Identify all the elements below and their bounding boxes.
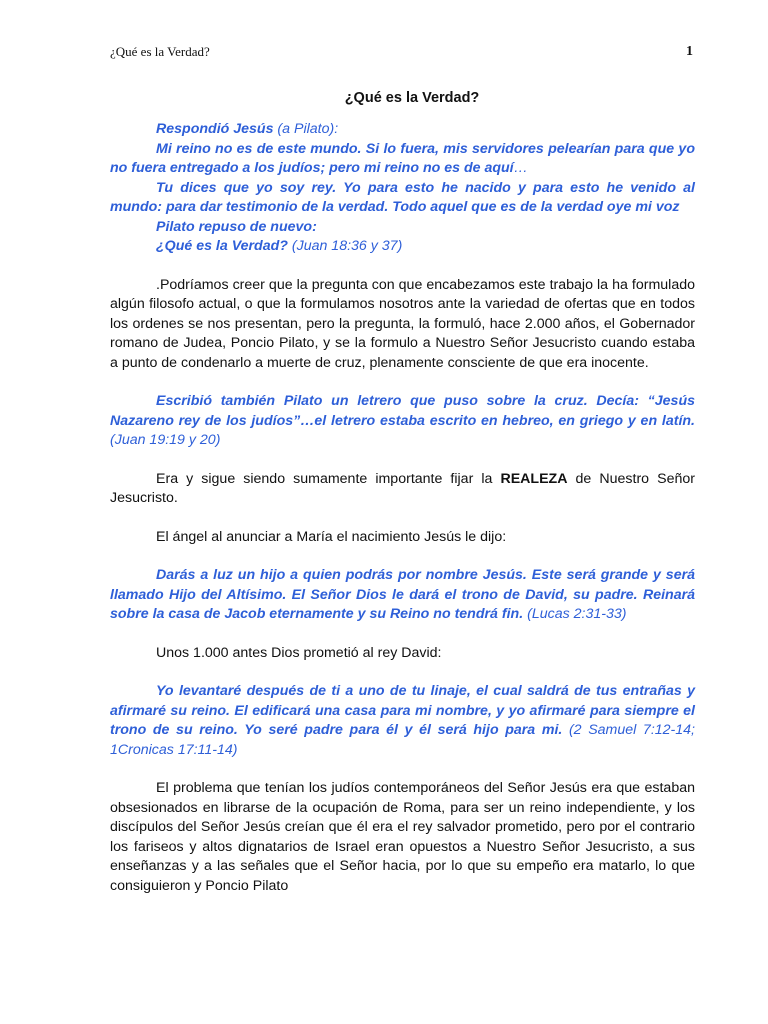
quote1-line1 (110, 140, 695, 179)
quote3-reference: (Lucas 2:31-33) (523, 606, 627, 622)
quote4-text: Yo levantaré después de ti a uno de tu linaje, el cual saldrá de tus entrañas y afirmaré su reino. El edificará una casa para mi nombre, y yo afirmaré para siempre el trono de su reino. Yo seré padre para él y él será hijo para mi. (110, 683, 695, 738)
running-header (110, 44, 693, 60)
quote1-speaker-line (110, 120, 695, 140)
quote1-line3-text: Pilato repuso de nuevo: (156, 218, 317, 235)
quote1-reference: (Juan 18:36 y 37) (287, 238, 403, 254)
quote3 (110, 566, 695, 625)
quote4-reference: (2 Samuel 7:12-14; 1Cronicas 17:11-14) (110, 722, 695, 758)
paragraph-2 (110, 470, 695, 509)
quote1-line2-text: Tu dices que yo soy rey. Yo para esto he nacido y para esto he venido al mundo: para dar testimonio de la verdad. Todo aquel que es de la verdad oye mi voz (110, 179, 695, 215)
quote1-speaker: Respondió Jesús (156, 121, 274, 137)
quote1-line3 (110, 218, 695, 238)
page-number: 1 (686, 44, 693, 59)
document-body (110, 120, 695, 896)
quote1-line1-ellipsis: … (513, 160, 528, 176)
paragraph-2-before: Era y sigue siendo sumamente importante fijar la (156, 470, 501, 487)
paragraph-1: .Podríamos creer que la pregunta con que encabezamos este trabajo la ha formulado algún filosofo actual, o que la formulamos nosotros ante la variedad de ofertas que en todos los ordenes se nos presentan, pero la pregunta, la formuló, hace 2.000 años, el Gobernador romano de Judea, Poncio Pilato, y se la formulo a Nuestro Señor Jesucristo cuando estaba a punto de condenarlo a muerte de cruz, plenamente consciente de que era inocente. (110, 276, 695, 371)
quote1-line1-text: Mi reino no es de este mundo. Si lo fuera, mis servidores pelearían para que yo no fuera entregado a los judíos; pero mi reino no es de aquí (110, 140, 695, 176)
quote2-text: Escribió también Pilato un letrero que puso sobre la cruz. Decía: “Jesús Nazareno rey de los judíos”…el letrero estaba escrito en hebreo, en griego y en latín. (110, 393, 695, 429)
paragraph-3: El ángel al anunciar a María el nacimiento Jesús le dijo: (156, 528, 507, 545)
quote2-reference: (Juan 19:19 y 20) (110, 432, 221, 448)
paragraph-5: El problema que tenían los judíos contemporáneos del Señor Jesús era que estaban obsesionados en librarse de la ocupación de Roma, para ser un reino independiente, y los discípulos del Señor Jesús creían que él era el rey salvador prometido, pero por el contrario los fariseos y altos dignatarios de Israel eran opuestos a Nuestro Señor Jesucristo, a sus enseñanzas y a las señales que el Señor hacia, por lo que su empeño era matarlo, lo que consiguieron y Poncio Pilato (110, 780, 695, 894)
quote4 (110, 682, 695, 760)
paragraph-2-emphasis: REALEZA (500, 470, 568, 487)
quote2 (110, 392, 695, 451)
paragraph-4: Unos 1.000 antes Dios prometió al rey David: (156, 644, 442, 661)
quote1-line2 (110, 179, 695, 218)
paragraph-2-after: de Nuestro Señor Jesucristo. (110, 470, 695, 506)
quote1-speaker-note: (a Pilato): (273, 121, 339, 137)
quote3-text: Darás a luz un hijo a quien podrás por nombre Jesús. Este será grande y será llamado Hijo del Altísimo. El Señor Dios le dará el trono de David, su padre. Reinará sobre la casa de Jacob eternamente y su Reino no tendrá fin. (110, 567, 695, 622)
quote1-line4 (110, 237, 695, 257)
document-title: ¿Qué es la Verdad? (344, 90, 480, 106)
quote1-question: ¿Qué es la Verdad? (156, 238, 288, 254)
running-title: ¿Qué es la Verdad? (110, 44, 210, 59)
